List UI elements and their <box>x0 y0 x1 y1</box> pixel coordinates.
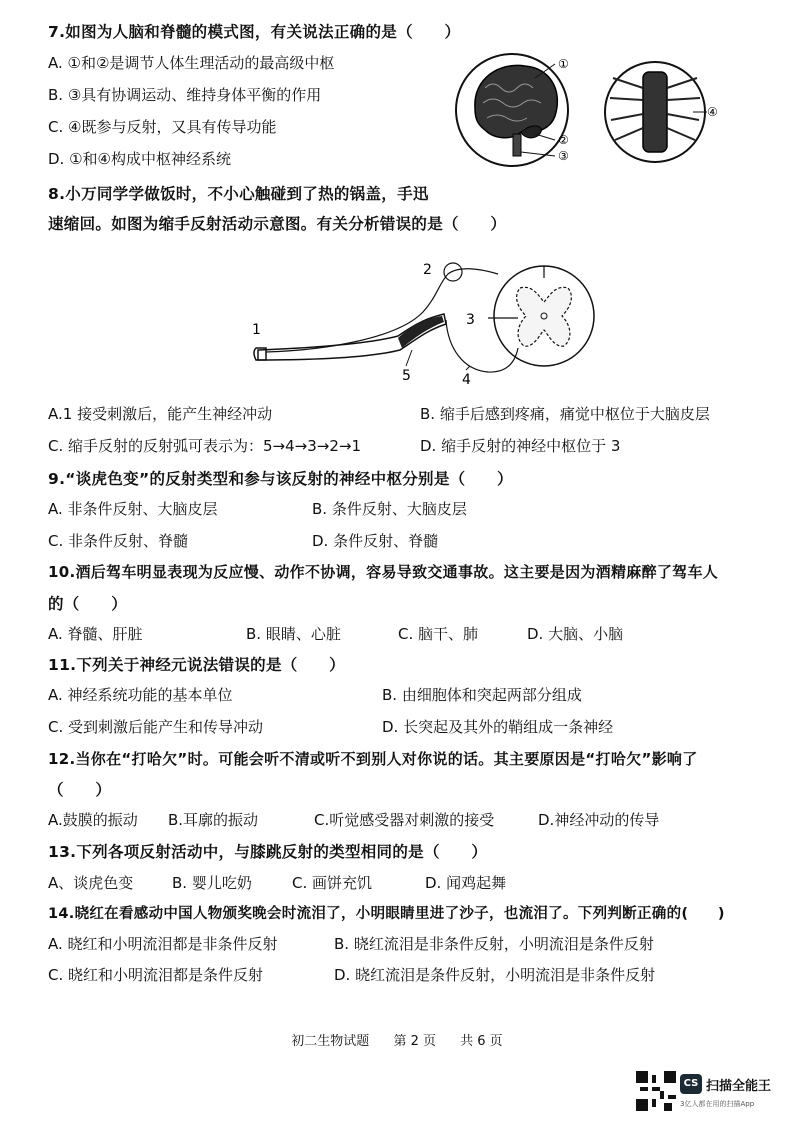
brainstem-shape <box>513 134 521 156</box>
q7-option-c: C. ④既参与反射，又具有传导功能 <box>48 118 277 136</box>
q7-option-a: A. ①和②是调节人体生理活动的最高级中枢 <box>48 54 335 72</box>
label-3: ③ <box>558 149 569 163</box>
camscanner-logo: CS <box>680 1074 702 1094</box>
q13-stem: 13.下列各项反射活动中，与膝跳反射的类型相同的是（ ） <box>48 843 488 861</box>
q13-option-a: A、谈虎色变 <box>48 874 134 892</box>
qr-code-icon <box>636 1071 676 1111</box>
q12-option-d: D.神经冲动的传导 <box>538 811 660 829</box>
label-1: 1 <box>252 322 261 338</box>
camscanner-name: 扫描全能王 <box>706 1079 772 1094</box>
q13-option-c: C. 画饼充饥 <box>292 874 373 892</box>
brain-shape <box>475 65 557 137</box>
q8-option-c: C. 缩手反射的反射弧可表示为：5→4→3→2→1 <box>48 437 362 455</box>
label-5: 5 <box>402 368 411 384</box>
q13-option-d: D. 闻鸡起舞 <box>425 874 507 892</box>
q12-option-a: A.鼓膜的振动 <box>48 811 138 829</box>
label-4: ④ <box>707 105 718 119</box>
q8-option-d: D. 缩手反射的神经中枢位于 3 <box>420 437 621 455</box>
footer-subject: 初二生物试题 <box>291 1034 370 1049</box>
q8-option-a: A.1 接受刺激后，能产生神经冲动 <box>48 405 273 423</box>
q7-stem: 7.如图为人脑和脊髓的模式图，有关说法正确的是（ ） <box>48 23 461 41</box>
q12-option-c: C.听觉感受器对刺激的接受 <box>314 811 495 829</box>
q11-option-b: B. 由细胞体和突起两部分组成 <box>382 686 582 704</box>
q12-stem-line1: 12.当你在“打哈欠”时。可能会听不清或听不到别人对你说的话。其主要原因是“打哈欠”影响了 <box>48 750 698 768</box>
q11-option-a: A. 神经系统功能的基本单位 <box>48 686 233 704</box>
q10-stem-line2: 的（ ） <box>48 595 128 613</box>
label-3: 3 <box>466 312 475 328</box>
q14-option-a: A. 晓红和小明流泪都是非条件反射 <box>48 935 278 953</box>
q10-option-b: B. 眼睛、心脏 <box>246 625 341 643</box>
q9-option-d: D. 条件反射、脊髓 <box>312 532 439 550</box>
label-2: ② <box>558 133 569 147</box>
q7-option-b: B. ③具有协调运动、维持身体平衡的作用 <box>48 86 322 104</box>
label-2: 2 <box>423 262 432 278</box>
q14-option-b: B. 晓红流泪是非条件反射，小明流泪是条件反射 <box>334 935 654 953</box>
q12-option-b: B.耳廓的振动 <box>168 811 259 829</box>
label-4: 4 <box>462 372 471 388</box>
ganglion-circle <box>444 263 462 281</box>
q14-stem: 14.晓红在看感动中国人物颁奖晚会时流泪了，小明眼睛里进了沙子，也流泪了。下列判断正确的( ) <box>48 906 725 922</box>
q12-stem-line2: （ ） <box>48 781 112 799</box>
footer-total: 共 6 页 <box>460 1034 503 1049</box>
arm-outline <box>258 314 446 360</box>
q14-option-d: D. 晓红流泪是条件反射，小明流泪是非条件反射 <box>334 966 656 984</box>
reflex-arc-figure <box>248 258 628 388</box>
q8-option-b: B. 缩手后感到疼痛，痛觉中枢位于大脑皮层 <box>420 405 710 423</box>
footer-page: 第 2 页 <box>393 1034 436 1049</box>
q10-option-a: A. 脊髓、肝脏 <box>48 625 143 643</box>
motor-nerve <box>446 320 518 372</box>
brain-spinal-cord-figure <box>455 48 725 178</box>
q9-option-b: B. 条件反射、大脑皮层 <box>312 500 467 518</box>
q11-option-c: C. 受到刺激后能产生和传导冲动 <box>48 718 264 736</box>
q8-stem-line1: 8.小万同学学做饭时，不小心触碰到了热的锅盖，手迅 <box>48 185 429 203</box>
camscanner-tagline: 3亿人都在用的扫描App <box>680 1100 755 1108</box>
q14-option-c: C. 晓红和小明流泪都是条件反射 <box>48 966 264 984</box>
q10-option-d: D. 大脑、小脑 <box>527 625 624 643</box>
q11-stem: 11.下列关于神经元说法错误的是（ ） <box>48 656 345 674</box>
q10-option-c: C. 脑干、肺 <box>398 625 479 643</box>
spinal-cord-shape <box>643 72 667 152</box>
q11-option-d: D. 长突起及其外的鞘组成一条神经 <box>382 718 614 736</box>
gray-matter <box>517 287 572 346</box>
q7-option-d: D. ①和④构成中枢神经系统 <box>48 150 231 168</box>
q9-option-a: A. 非条件反射、大脑皮层 <box>48 500 218 518</box>
q13-option-b: B. 婴儿吃奶 <box>172 874 252 892</box>
q9-stem: 9.“谈虎色变”的反射类型和参与该反射的神经中枢分别是（ ） <box>48 470 513 488</box>
label-1: ① <box>558 57 569 71</box>
q10-stem-line1: 10.酒后驾车明显表现为反应慢、动作不协调，容易导致交通事故。这主要是因为酒精麻醉了驾车人 <box>48 563 719 581</box>
q9-option-c: C. 非条件反射、脊髓 <box>48 532 189 550</box>
page-footer <box>0 1030 794 1049</box>
q8-stem-line2: 速缩回。如图为缩手反射活动示意图。有关分析错误的是（ ） <box>48 215 507 233</box>
